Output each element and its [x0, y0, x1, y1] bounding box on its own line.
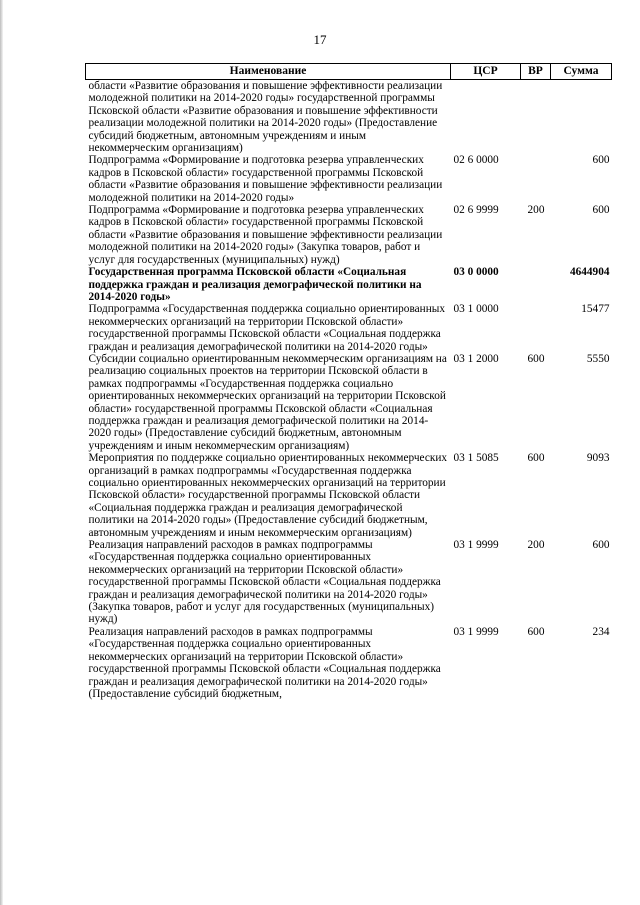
- row-name: Государственная программа Псковской области «Социальная поддержка граждан и реализация демографической политики на 2014-2020 годы»: [88, 266, 422, 303]
- table-row: [86, 204, 612, 266]
- table-row: [86, 539, 612, 626]
- row-csr: 03 1 9999: [453, 625, 499, 638]
- table-header-row: [86, 64, 612, 80]
- header-vr: ВР: [521, 64, 551, 80]
- row-vr: 200: [527, 539, 545, 552]
- header-name: Наименование: [86, 64, 451, 80]
- row-csr: 03 1 0000: [453, 303, 499, 316]
- page-number: 17: [313, 32, 327, 47]
- table-row: [86, 452, 612, 539]
- row-csr: 02 6 0000: [453, 154, 499, 167]
- row-sum: 600: [592, 204, 610, 217]
- table-row: [86, 80, 612, 155]
- row-vr: 600: [527, 452, 545, 465]
- budget-table: [85, 63, 612, 700]
- row-vr: 200: [527, 204, 545, 217]
- row-sum: 600: [592, 154, 610, 167]
- row-vr: [521, 266, 551, 303]
- row-name: Подпрограмма «Формирование и подготовка резерва управленческих кадров в Псковской области» государственной программы Псковской области «Развитие образования и повышение эффективности реализации молодежной политики на 2014-2020 годы» (Закупка товаров, работ и услуг для государственных (муниципальных) нужд): [88, 204, 443, 266]
- row-csr: [451, 80, 521, 155]
- table-row: [86, 266, 612, 303]
- row-sum: [551, 80, 612, 155]
- row-name: Подпрограмма «Формирование и подготовка резерва управленческих кадров в Псковской области» государственной программы Псковской области «Развитие образования и повышение эффективности реализации молодежной политики на 2014-2020 годы»: [88, 154, 443, 204]
- row-vr: [521, 80, 551, 155]
- row-csr: 03 1 9999: [453, 539, 499, 552]
- row-name: области «Развитие образования и повышение эффективности реализации молодежной политики на 2014-2020 годы» государственной программы Псковской области «Развитие образования и повышение эффективности реализации молодежной политики на 2014-2020 годы» (Предоставление субсидий бюджетным, автономным учреждениям и иным некоммерческим организациям): [88, 80, 443, 155]
- header-sum: Сумма: [551, 64, 612, 80]
- row-sum: 9093: [586, 452, 610, 465]
- row-sum: 5550: [586, 352, 610, 365]
- row-csr: 02 6 9999: [453, 204, 499, 217]
- row-sum: 15477: [581, 303, 610, 316]
- table-row: [86, 353, 612, 452]
- row-name: Подпрограмма «Государственная поддержка социально ориентированных некоммерческих организаций на территории Псковской области» государственной программы Псковской области «Социальная поддержка граждан и реализация демографической политики на 2014-2020 годы»: [88, 303, 445, 353]
- row-vr: 600: [527, 625, 545, 638]
- row-csr: 03 1 5085: [453, 452, 499, 465]
- row-name: Мероприятия по поддержке социально ориентированных некоммерческих организаций в рамках подпрограммы «Государственная поддержка социально ориентированных некоммерческих организаций на территории Псковской области» государственной программы Псковской области «Социальная поддержка граждан и реализация демографической политики на 2014-2020 годы» (Предоставление субсидий бюджетным, автономным учреждениям и иным некоммерческим организациям): [88, 452, 448, 539]
- table-row: [86, 154, 612, 204]
- header-csr: ЦСР: [451, 64, 521, 80]
- row-sum: 600: [592, 539, 610, 552]
- row-name: Реализация направлений расходов в рамках подпрограммы «Государственная поддержка социально ориентированных некоммерческих организаций на территории Псковской области» государственной программы Псковской области «Социальная поддержка граждан и реализация демографической политики на 2014-2020 годы» (Закупка товаров, работ и услуг для государственных (муниципальных) нужд): [88, 539, 441, 626]
- row-vr: [521, 154, 551, 204]
- row-vr: [521, 303, 551, 353]
- row-name: Реализация направлений расходов в рамках подпрограммы «Государственная поддержка социально ориентированных некоммерческих организаций на территории Псковской области» государственной программы Псковской области «Социальная поддержка граждан и реализация демографической политики на 2014-2020 годы» (Предоставление субсидий бюджетным,: [88, 625, 441, 700]
- row-sum: 234: [592, 625, 610, 638]
- table-row: [86, 626, 612, 700]
- table-row: [86, 303, 612, 353]
- row-csr: 03 1 2000: [453, 352, 499, 365]
- row-sum: 4644904: [569, 266, 610, 279]
- row-name: Субсидии социально ориентированным некоммерческим организациям на реализацию социальных проектов на территории Псковской области в рамках подпрограммы «Государственная поддержка социально ориентированных некоммерческих организаций на территории Псковской области» государственной программы Псковской области «Социальная поддержка граждан и реализация демографической политики на 2014-2020 годы» (Предоставление субсидий бюджетным, автономным учреждениям и иным некоммерческим организациям): [88, 352, 447, 452]
- scan-edge: [0, 0, 3, 905]
- row-csr: 03 0 0000: [453, 266, 499, 279]
- row-vr: 600: [527, 352, 545, 365]
